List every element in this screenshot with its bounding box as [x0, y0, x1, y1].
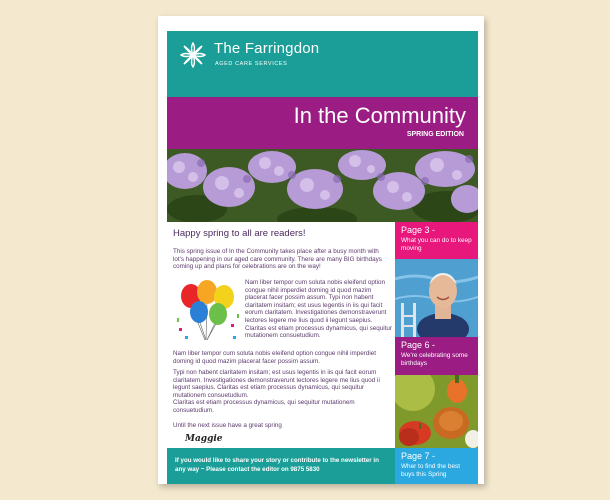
sidebar-card-text: What you can do to keep moving — [401, 237, 472, 252]
intro-paragraph: This spring issue of In the Community takes place after a busy month with lot's happening in our aged care community. There are many BIG birthdays coming up and plans for celebrations are on the way! — [173, 248, 382, 271]
sidebar-card-text: We're celebrating some birthdays — [401, 352, 468, 367]
header-banner — [167, 31, 478, 97]
elderly-woman-pool-photo — [395, 259, 478, 337]
contact-footer — [167, 448, 395, 484]
edition-label: SPRING EDITION — [406, 131, 464, 138]
balloons-icon — [173, 280, 243, 346]
greeting-heading: Happy spring to all are readers! — [173, 228, 306, 239]
paragraph-4: Typi non habent claritatem insitam; est usus legentis in iis qui facit eorum claritatem. Investigationes demonstraverunt lectores legere me lius quod ii legunt saepius. Claritas est etiam processus dynamicus, qui sequitur mutationem consuetudium. — [173, 369, 380, 399]
closing-line: Until the next issue have a great spring — [173, 422, 282, 429]
sidebar-card-heading: Page 6 - — [401, 340, 436, 350]
contact-text: If you would like to share your story or contribute to the newsletter in any way ~ Please contact the editor on 9875 5830 — [175, 457, 379, 473]
paragraph-3: Nam liber tempor cum soluta nobis eleifend option congue nihil imperdiet doming id quod mazim placerat facer possim assum. — [173, 350, 377, 365]
balloon-side-paragraph: Nam liber tempor cum soluta nobis eleifend option congue nihil imperdiet doming id quod mazim placerat facer possim assum. Typi non habent claritatem insitam; est usus legentis in iis qui facit eorum claritatem. Investigationes demonstraverunt lectores legere me lius quod ii legunt saepius. Claritas est etiam processus dynamicus, qui sequitur mutationem consuetudium. — [245, 279, 392, 340]
newsletter-page — [158, 16, 484, 484]
sidebar-card-page-7[interactable] — [395, 448, 478, 484]
brand-name: The Farringdon — [214, 40, 320, 57]
signature: Maggie — [185, 434, 223, 444]
vegetables-photo — [395, 375, 478, 448]
newsletter-title: In the Community — [293, 103, 466, 128]
hero-lilac-photo — [167, 149, 478, 222]
sidebar-card-heading: Page 3 - — [401, 225, 436, 235]
sidebar-card-page-3[interactable] — [395, 222, 478, 259]
paragraph-5: Claritas est etiam processus dynamicus, qui sequitur mutationem consuetudium. — [173, 399, 355, 414]
title-band — [167, 97, 478, 149]
sidebar-card-page-6[interactable] — [395, 337, 478, 375]
sidebar-card-heading: Page 7 - — [401, 451, 436, 461]
sidebar-card-text: Wher to find the best buys this Spring — [401, 463, 460, 478]
brand-tagline: AGED CARE SERVICES — [215, 61, 288, 67]
lotus-logo-icon — [179, 41, 207, 69]
